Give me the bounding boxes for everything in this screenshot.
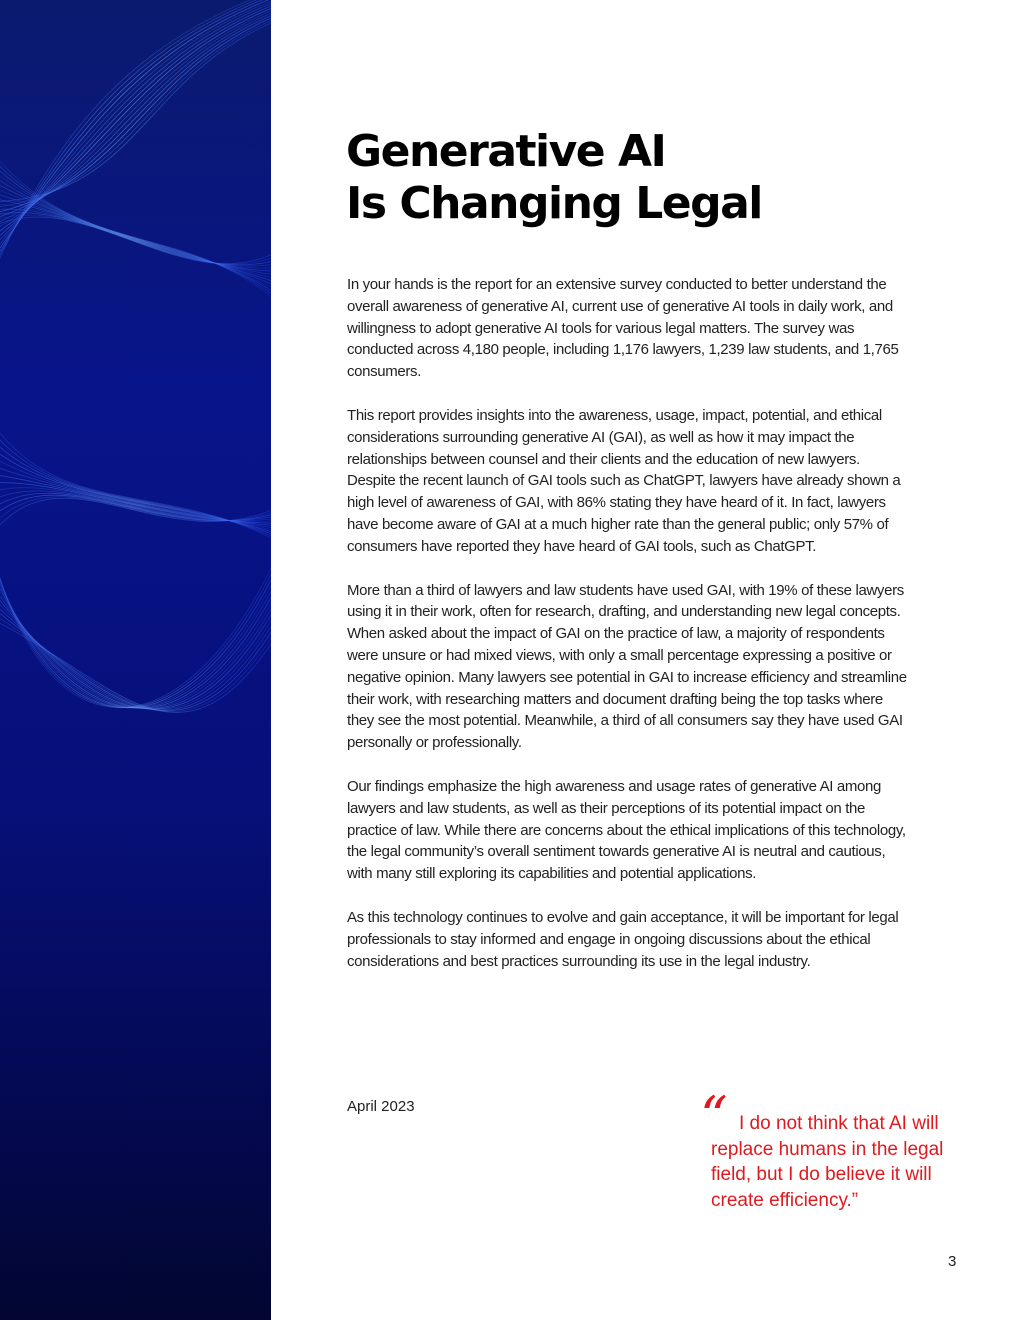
wave-line [0, 447, 271, 533]
wave-line [0, 618, 271, 712]
body-text [347, 274, 907, 994]
wave-line [0, 156, 271, 296]
wave-line [0, 576, 271, 708]
quote-mark-icon: “ [700, 1085, 728, 1148]
wave-line [0, 19, 271, 208]
wave-lines-graphic [0, 0, 271, 1320]
title-line-2: Is Changing Legal [346, 178, 762, 229]
paragraph: More than a third of lawyers and law students have used GAI, with 19% of these lawyers using it in their work, often for research, drafting, and understanding new legal concepts. When asked about the impact of GAI on the practice of law, a majority of respondents were unsure or had mixed views, with only a small percentage expressing a positive or negative opinion. Many lawyers see potential in GAI to increase efficiency and streamline their work, with researching matters and document drafting being the top tasks where they see the most potential. Meanwhile, a third of all consumers say they have used GAI personally or professionally. [347, 581, 907, 752]
paragraph: As this technology continues to evolve and gain acceptance, it will be important for legal professionals to stay informed and engage in ongoing discussions about the ethical considerations and best practices surrounding its use in the legal industry. [347, 908, 899, 970]
page-number: 3 [948, 1253, 957, 1270]
wave-line [0, 600, 271, 710]
pull-quote [700, 1085, 970, 1213]
wave-line [0, 21, 271, 202]
quote-text: I do not think that AI will replace humans in the legal field, but I do believe it will create efficiency.” [711, 1113, 944, 1211]
wave-line [0, 546, 271, 708]
wave-line [0, 150, 271, 300]
wave-line [0, 606, 271, 711]
wave-line [0, 488, 271, 522]
paragraph: Our findings emphasize the high awareness and usage rates of generative AI among lawyers and law students, as well as their perceptions of its potential impact on the practice of law. While there are concerns about the ethical implications of this technology, the legal community’s overall sentiment towards generative AI is neutral and cautious, with many still exploring its capabilities and potential applications. [347, 777, 906, 883]
page-title [346, 126, 762, 230]
wave-line [0, 558, 271, 708]
wave-line [0, 16, 271, 214]
report-date: April 2023 [347, 1098, 415, 1115]
decorative-side-panel [0, 0, 271, 1320]
wave-line [0, 0, 271, 274]
wave-line [0, 168, 271, 289]
wave-line [0, 204, 271, 268]
title-line-1: Generative AI [346, 126, 666, 177]
wave-line [0, 198, 271, 271]
wave-line [0, 420, 271, 540]
wave-line [0, 552, 271, 708]
paragraph: This report provides insights into the awareness, usage, impact, potential, and ethical considerations surrounding generative AI (GAI), as well as how it may impact the relationships between counsel and their clients and the education of new lawyers. Despite the recent launch of GAI tools such as ChatGPT, lawyers have already shown a high level of awareness of GAI, with 86% stating they have heard of it. In fact, lawyers have become aware of GAI at a much higher rate than the general public; only 57% of consumers have reported they have heard of GAI tools, such as ChatGPT. [347, 406, 901, 555]
paragraph: In your hands is the report for an extensive survey conducted to better understand the overall awareness of generative AI, current use of generative AI tools in daily work, and willingness to adopt generative AI tools for various legal matters. The survey was conducted across 4,180 people, including 1,176 lawyers, 1,239 law students, and 1,765 consumers. [347, 276, 899, 381]
wave-line [0, 465, 271, 528]
